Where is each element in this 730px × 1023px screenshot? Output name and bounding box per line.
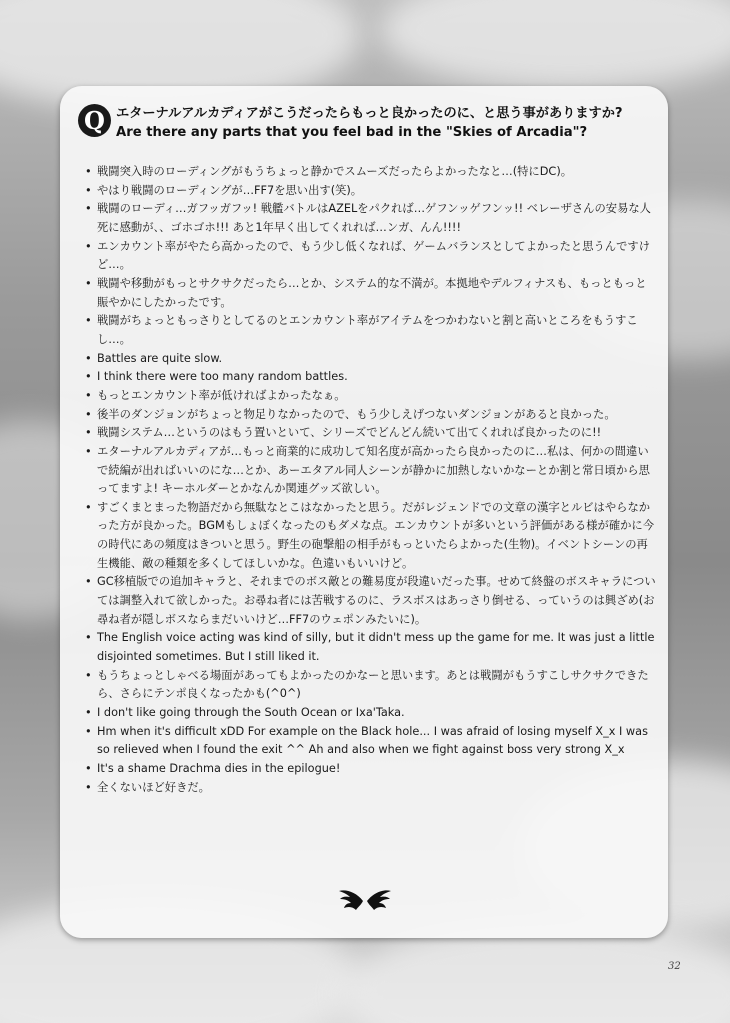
answer-item: • 戦闘がちょっともっさりとしてるのとエンカウント率がアイテムをつかわないと割と高いところをもうすこし…。	[84, 312, 656, 349]
answer-list	[84, 163, 656, 797]
q-badge-icon: Q	[78, 104, 111, 137]
answer-item: • GC移植版での追加キャラと、それまでのボス敵との難易度が段違いだった事。せめて終盤のボスキャラについては調整入れて欲しかった。お尋ね者には苦戦するのに、ラスボスはあっさり倒せる、っていうのは興ざめ(お尋ね者が隠しボスならまだいいけど…FF7のウェポンみたいに)。	[84, 573, 656, 629]
answer-item: • やはり戦闘のローディングが…FF7を思い出す(笑)。	[84, 182, 656, 201]
page-number: 32	[668, 961, 681, 972]
answer-item: • Battles are quite slow.	[84, 350, 656, 369]
question-heading	[116, 104, 656, 142]
wings-icon	[338, 886, 392, 916]
answer-item: • エターナルアルカディアが…もっと商業的に成功して知名度が高かったら良かったのに…私は、何かの間違いで続編が出ればいいのにな…とか、あーエタアル同人シーンが静かに加熱しないかなーとか割と常日頃から思ってますよ! キーホルダーとかなんか関連グッズ欲しい。	[84, 443, 656, 499]
answer-item: • 戦闘突入時のローディングがもうちょっと静かでスムーズだったらよかったなと…(特にDC)。	[84, 163, 656, 182]
answer-item: • The English voice acting was kind of silly, but it didn't mess up the game for me. It was just a little disjointed sometimes. But I still liked it.	[84, 629, 656, 666]
question-title-en: Are there any parts that you feel bad in the "Skies of Arcadia"?	[116, 125, 588, 140]
answer-item: • 戦闘システム…というのはもう置いといて、シリーズでどんどん続いて出てくれれば良かったのに!!	[84, 424, 656, 443]
answer-item: • もっとエンカウント率が低ければよかったなぁ。	[84, 387, 656, 406]
answer-item: • 戦闘や移動がもっとサクサクだったら…とか、システム的な不満が。本拠地やデルフィナスも、もっともっと賑やかにしたかったです。	[84, 275, 656, 312]
answer-item: • I think there were too many random battles.	[84, 368, 656, 387]
answer-item: • 全くないほど好きだ。	[84, 779, 656, 798]
answer-item: • Hm when it's difficult xDD For example on the Black hole... I was afraid of losing myself X_x I was so relieved when I found the exit ^^ Ah and also when we fight against boss very strong X_x	[84, 723, 656, 760]
answer-item: • 後半のダンジョンがちょっと物足りなかったので、もう少しえげつないダンジョンがあると良かった。	[84, 406, 656, 425]
answer-item: • I don't like going through the South Ocean or Ixa'Taka.	[84, 704, 656, 723]
answer-item: • 戦闘のローディ…ガフッガフッ! 戦艦バトルはAZELをパクれば…ゲフンッゲフンッ!! ベレーザさんの安易な人死に感動が、、ゴホゴホ!!! あと1年早く出してくれれば…ンガ、んん!!!!	[84, 200, 656, 237]
answer-item: • もうちょっとしゃべる場面があってもよかったのかなーと思います。あとは戦闘がもうすこしサクサクできたら、さらにテンポ良くなったかも(^0^)	[84, 667, 656, 704]
answer-item: • エンカウント率がやたら高かったので、もう少し低くなれば、ゲームバランスとしてよかったと思うんですけど…。	[84, 238, 656, 275]
question-title-ja: エターナルアルカディアがこうだったらもっと良かったのに、と思う事がありますか?	[116, 106, 623, 121]
answer-item: • すごくまとまった物語だから無駄なとこはなかったと思う。だがレジェンドでの文章の漢字とルビはやらなかった方が良かった。BGMもしょぼくなったのもダメな点。エンカウントが多いという評価がある様が確かに今の時代にあの頻度はきついと思う。野生の砲撃船の相手がもっといたらよかった(生物)。イベントシーンの再生機能、敵の種類を多くしてほしいかな。色違いもいいけど。	[84, 499, 656, 574]
answer-item: • It's a shame Drachma dies in the epilogue!	[84, 760, 656, 779]
